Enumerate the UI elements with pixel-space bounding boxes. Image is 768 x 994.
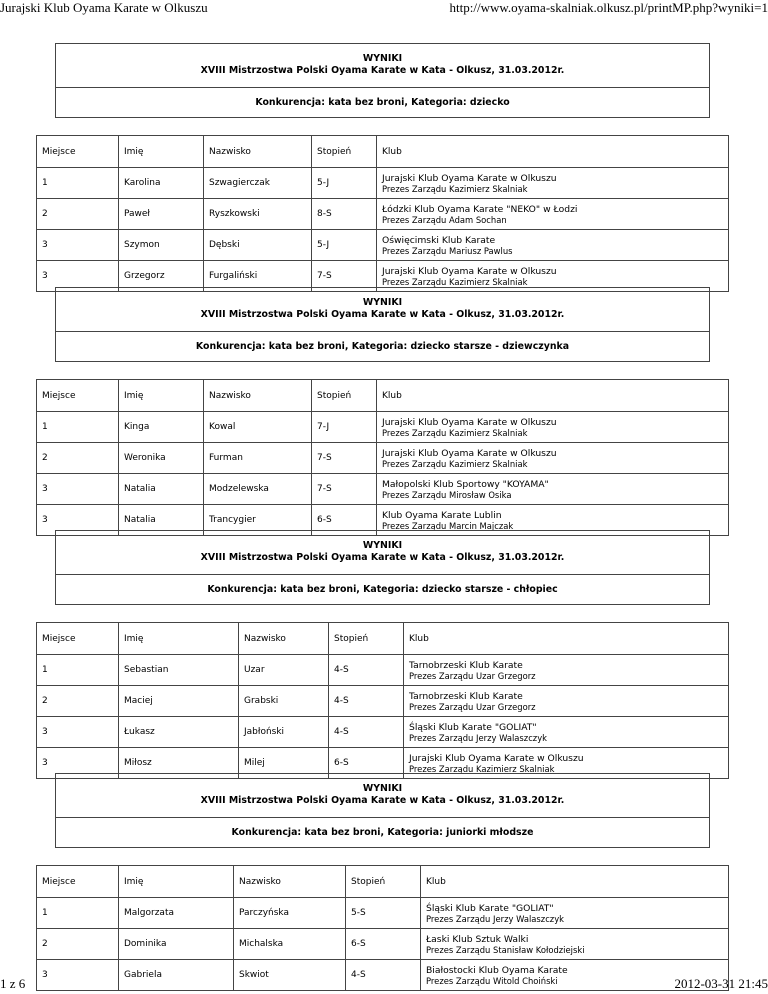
first-name-cell: Szymon — [119, 230, 204, 261]
results-title — [55, 287, 710, 332]
col-first-header: Imię — [119, 380, 204, 412]
last-name-cell: Szwagierczak — [204, 168, 312, 199]
col-rank-header: Stopień — [346, 866, 421, 898]
col-club-header: Klub — [421, 866, 729, 898]
results-block — [42, 43, 710, 287]
rank-cell: 7-S — [312, 261, 377, 292]
table-header-row — [37, 866, 729, 898]
place-cell: 1 — [37, 168, 119, 199]
results-heading: WYNIKI — [362, 783, 403, 794]
table-row — [37, 443, 729, 474]
last-name-cell: Milej — [239, 748, 329, 779]
col-place-header: Miejsce — [37, 380, 119, 412]
club-name: Tarnobrzeski Klub Karate — [409, 690, 523, 702]
first-name-cell: Miłosz — [119, 748, 239, 779]
first-name-cell: Natalia — [119, 505, 204, 536]
col-first-header: Imię — [119, 623, 239, 655]
club-name: Łódzki Klub Oyama Karate "NEKO" w Łodzi — [382, 203, 578, 215]
table-row — [37, 474, 729, 505]
first-name-cell: Weronika — [119, 443, 204, 474]
club-president: Prezes Zarządu Mariusz Pawlus — [382, 245, 513, 256]
competition-category: Konkurencja: kata bez broni, Kategoria: dziecko starsze - chłopiec — [55, 575, 710, 605]
first-name-cell: Natalia — [119, 474, 204, 505]
club-cell — [377, 474, 729, 505]
place-cell: 2 — [37, 929, 119, 960]
event-name: XVIII Mistrzostwa Polski Oyama Karate w Kata - Olkusz, 31.03.2012r. — [200, 552, 565, 563]
table-row — [37, 412, 729, 443]
rank-cell: 7-J — [312, 412, 377, 443]
first-name-cell: Paweł — [119, 199, 204, 230]
col-club-header: Klub — [377, 380, 729, 412]
place-cell: 1 — [37, 655, 119, 686]
first-name-cell: Sebastian — [119, 655, 239, 686]
club-name: Klub Oyama Karate Lublin — [382, 509, 502, 521]
club-president: Prezes Zarządu Kazimierz Skalniak — [382, 276, 528, 287]
first-name-cell: Gabriela — [119, 960, 234, 991]
rank-cell: 4-S — [329, 655, 404, 686]
table-row — [37, 230, 729, 261]
club-cell — [377, 443, 729, 474]
club-president: Prezes Zarządu Witold Choiński — [426, 975, 558, 986]
first-name-cell: Maciej — [119, 686, 239, 717]
last-name-cell: Furman — [204, 443, 312, 474]
col-place-header: Miejsce — [37, 136, 119, 168]
last-name-cell: Uzar — [239, 655, 329, 686]
club-name: Jurajski Klub Oyama Karate w Olkuszu — [409, 752, 584, 764]
club-cell — [404, 655, 729, 686]
club-president: Prezes Zarządu Adam Sochan — [382, 214, 507, 225]
club-cell — [377, 199, 729, 230]
rank-cell: 4-S — [329, 686, 404, 717]
last-name-cell: Trancygier — [204, 505, 312, 536]
last-name-cell: Ryszkowski — [204, 199, 312, 230]
col-last-header: Nazwisko — [204, 136, 312, 168]
table-header-row — [37, 136, 729, 168]
last-name-cell: Dębski — [204, 230, 312, 261]
col-club-header: Klub — [404, 623, 729, 655]
club-president: Prezes Zarządu Jerzy Walaszczyk — [409, 732, 547, 743]
club-name: Białostocki Klub Oyama Karate — [426, 964, 568, 976]
club-president: Prezes Zarządu Stanisław Kołodziejski — [426, 944, 585, 955]
place-cell: 3 — [37, 474, 119, 505]
table-row — [37, 898, 729, 929]
results-block — [42, 530, 710, 774]
club-name: Oświęcimski Klub Karate — [382, 234, 496, 246]
rank-cell: 4-S — [329, 717, 404, 748]
table-row — [37, 717, 729, 748]
place-cell: 1 — [37, 898, 119, 929]
results-title — [55, 530, 710, 575]
rank-cell: 6-S — [346, 929, 421, 960]
table-row — [37, 199, 729, 230]
table-row — [37, 168, 729, 199]
col-first-header: Imię — [119, 136, 204, 168]
table-header-row — [37, 623, 729, 655]
club-name: Łaski Klub Sztuk Walki — [426, 933, 529, 945]
print-header-url: http://www.oyama-skalniak.olkusz.pl/printMP.php?wyniki=1 — [449, 0, 768, 15]
col-rank-header: Stopień — [312, 380, 377, 412]
first-name-cell: Łukasz — [119, 717, 239, 748]
results-table — [36, 865, 729, 991]
results-heading: WYNIKI — [362, 53, 403, 64]
col-place-header: Miejsce — [37, 623, 119, 655]
col-rank-header: Stopień — [312, 136, 377, 168]
last-name-cell: Skwiot — [234, 960, 346, 991]
results-title — [55, 43, 710, 88]
results-heading: WYNIKI — [362, 297, 403, 308]
club-name: Jurajski Klub Oyama Karate w Olkuszu — [382, 172, 557, 184]
results-block — [42, 773, 710, 986]
last-name-cell: Michalska — [234, 929, 346, 960]
table-header-row — [37, 380, 729, 412]
place-cell: 3 — [37, 960, 119, 991]
club-president: Prezes Zarządu Kazimierz Skalniak — [382, 427, 528, 438]
first-name-cell: Dominika — [119, 929, 234, 960]
club-president: Prezes Zarządu Kazimierz Skalniak — [382, 458, 528, 469]
rank-cell: 5-J — [312, 230, 377, 261]
club-president: Prezes Zarządu Jerzy Walaszczyk — [426, 913, 564, 924]
col-rank-header: Stopień — [329, 623, 404, 655]
club-cell — [377, 168, 729, 199]
competition-category: Konkurencja: kata bez broni, Kategoria: juniorki młodsze — [55, 818, 710, 848]
results-block — [42, 287, 710, 531]
rank-cell: 7-S — [312, 474, 377, 505]
club-cell — [421, 929, 729, 960]
col-last-header: Nazwisko — [204, 380, 312, 412]
club-name: Jurajski Klub Oyama Karate w Olkuszu — [382, 416, 557, 428]
club-president: Prezes Zarządu Kazimierz Skalniak — [409, 763, 555, 774]
results-table — [36, 379, 729, 536]
col-place-header: Miejsce — [37, 866, 119, 898]
results-title — [55, 773, 710, 818]
club-cell — [404, 717, 729, 748]
club-name: Śląski Klub Karate "GOLIAT" — [426, 902, 554, 914]
place-cell: 2 — [37, 443, 119, 474]
place-cell: 3 — [37, 748, 119, 779]
club-cell — [404, 686, 729, 717]
print-header — [0, 0, 768, 16]
place-cell: 3 — [37, 230, 119, 261]
event-name: XVIII Mistrzostwa Polski Oyama Karate w Kata - Olkusz, 31.03.2012r. — [200, 65, 565, 76]
rank-cell: 6-S — [329, 748, 404, 779]
club-name: Śląski Klub Karate "GOLIAT" — [409, 721, 537, 733]
club-president: Prezes Zarządu Marcin Majczak — [382, 520, 514, 531]
col-first-header: Imię — [119, 866, 234, 898]
results-heading: WYNIKI — [362, 540, 403, 551]
place-cell: 3 — [37, 717, 119, 748]
first-name-cell: Grzegorz — [119, 261, 204, 292]
event-name: XVIII Mistrzostwa Polski Oyama Karate w Kata - Olkusz, 31.03.2012r. — [200, 309, 565, 320]
place-cell: 3 — [37, 505, 119, 536]
club-president: Prezes Zarządu Kazimierz Skalniak — [382, 183, 528, 194]
first-name-cell: Karolina — [119, 168, 204, 199]
place-cell: 2 — [37, 686, 119, 717]
club-name: Małopolski Klub Sportowy "KOYAMA" — [382, 478, 549, 490]
table-row — [37, 686, 729, 717]
last-name-cell: Grabski — [239, 686, 329, 717]
place-cell: 3 — [37, 261, 119, 292]
last-name-cell: Modzelewska — [204, 474, 312, 505]
rank-cell: 5-S — [346, 898, 421, 929]
club-cell — [377, 412, 729, 443]
page-number: 1 z 6 — [0, 976, 26, 991]
last-name-cell: Furgaliński — [204, 261, 312, 292]
col-last-header: Nazwisko — [239, 623, 329, 655]
last-name-cell: Kowal — [204, 412, 312, 443]
print-timestamp: 2012-03-31 21:45 — [674, 976, 768, 991]
table-row — [37, 655, 729, 686]
club-name: Jurajski Klub Oyama Karate w Olkuszu — [382, 265, 557, 277]
print-footer — [0, 976, 768, 992]
club-cell — [421, 898, 729, 929]
club-president: Prezes Zarządu Mirosław Osika — [382, 489, 512, 500]
competition-category: Konkurencja: kata bez broni, Kategoria: dziecko — [55, 88, 710, 118]
rank-cell: 4-S — [346, 960, 421, 991]
club-name: Jurajski Klub Oyama Karate w Olkuszu — [382, 447, 557, 459]
col-last-header: Nazwisko — [234, 866, 346, 898]
rank-cell: 8-S — [312, 199, 377, 230]
results-table — [36, 135, 729, 292]
print-header-title: Jurajski Klub Oyama Karate w Olkuszu — [0, 0, 208, 15]
col-club-header: Klub — [377, 136, 729, 168]
results-table — [36, 622, 729, 779]
club-president: Prezes Zarządu Uzar Grzegorz — [409, 701, 536, 712]
first-name-cell: Malgorzata — [119, 898, 234, 929]
club-cell — [377, 230, 729, 261]
table-row — [37, 929, 729, 960]
club-president: Prezes Zarządu Uzar Grzegorz — [409, 670, 536, 681]
club-name: Tarnobrzeski Klub Karate — [409, 659, 523, 671]
place-cell: 2 — [37, 199, 119, 230]
competition-category: Konkurencja: kata bez broni, Kategoria: dziecko starsze - dziewczynka — [55, 332, 710, 362]
event-name: XVIII Mistrzostwa Polski Oyama Karate w Kata - Olkusz, 31.03.2012r. — [200, 795, 565, 806]
rank-cell: 5-J — [312, 168, 377, 199]
first-name-cell: Kinga — [119, 412, 204, 443]
last-name-cell: Jabłoński — [239, 717, 329, 748]
place-cell: 1 — [37, 412, 119, 443]
rank-cell: 7-S — [312, 443, 377, 474]
rank-cell: 6-S — [312, 505, 377, 536]
last-name-cell: Parczyńska — [234, 898, 346, 929]
